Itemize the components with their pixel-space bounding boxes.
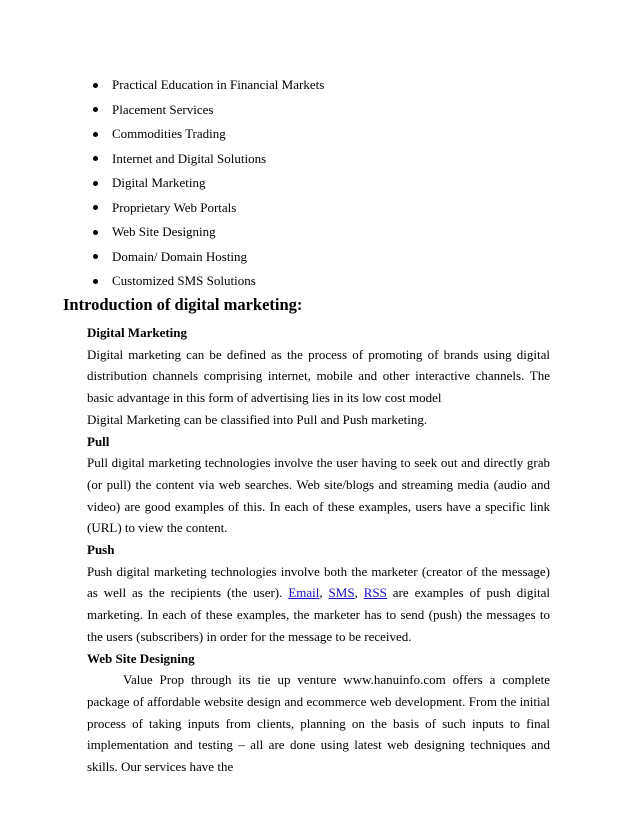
list-item bbox=[93, 122, 324, 147]
web-site-designing-paragraph: Value Prop through its tie up venture www.hanuinfo.com offers a complete package of affordable website design and ecommerce web development. From the initial process of taking inputs from clients, planning on the basis of such inputs to final implementation and testing – all are done using latest web designing techniques and skills. Our services have the bbox=[87, 672, 550, 775]
list-item bbox=[93, 73, 324, 98]
pull-paragraph: Pull digital marketing technologies involve the user having to seek out and directly grab (or pull) the content via web searches. Web site/blogs and streaming media (audio and video) are good examples of this. In each of these examples, users have a specific link (URL) to view the content. bbox=[87, 455, 550, 536]
pull-heading: Pull bbox=[87, 433, 110, 449]
list-item bbox=[93, 269, 324, 294]
list-item-text: Proprietary Web Portals bbox=[112, 199, 237, 215]
push-separator: , bbox=[354, 585, 364, 601]
list-item-text: Web Site Designing bbox=[112, 224, 216, 239]
bullet-icon bbox=[93, 107, 98, 112]
bullet-icon bbox=[93, 279, 98, 284]
email-link[interactable]: Email bbox=[288, 585, 320, 601]
digital-marketing-classification: Digital Marketing can be classified into Pull and Push marketing. bbox=[87, 411, 428, 427]
services-bullet-list bbox=[93, 73, 324, 294]
bullet-icon bbox=[93, 254, 98, 259]
bullet-icon bbox=[93, 205, 98, 210]
list-item bbox=[93, 196, 324, 221]
bullet-icon bbox=[93, 181, 98, 186]
web-site-designing-heading: Web Site Designing bbox=[87, 650, 195, 666]
bullet-icon bbox=[93, 132, 98, 137]
list-item-text: Customized SMS Solutions bbox=[112, 273, 256, 288]
sms-link[interactable]: SMS bbox=[328, 585, 355, 601]
bullet-icon bbox=[93, 230, 98, 235]
push-paragraph bbox=[87, 561, 550, 648]
list-item bbox=[93, 147, 324, 172]
list-item bbox=[93, 220, 324, 245]
push-text-after: are examples of push digital marketing. In each of these examples, the marketer has to send (push) the messages to the users (subscribers) in order for the message to be received. bbox=[87, 585, 551, 644]
push-separator: , bbox=[319, 585, 329, 601]
list-item bbox=[93, 98, 324, 123]
list-item-text: Digital Marketing bbox=[112, 175, 206, 190]
rss-link[interactable]: RSS bbox=[363, 585, 387, 601]
section-body bbox=[87, 322, 550, 778]
digital-marketing-heading: Digital Marketing bbox=[87, 325, 188, 340]
section-heading: Introduction of digital marketing: bbox=[63, 295, 303, 314]
push-text-before: Push digital marketing technologies involve both the marketer (creator of the message) as well as the recipients (the user). bbox=[87, 563, 550, 601]
list-item-text: Commodities Trading bbox=[112, 126, 226, 141]
list-item bbox=[93, 171, 324, 196]
digital-marketing-paragraph: Digital marketing can be defined as the process of promoting of brands using digital distribution channels comprising internet, mobile and other interactive channels. The basic advantage in this form of advertising lies in its low cost model bbox=[87, 346, 550, 406]
list-item-text: Internet and Digital Solutions bbox=[112, 150, 267, 166]
list-item-text: Practical Education in Financial Markets bbox=[112, 77, 325, 92]
bullet-icon bbox=[93, 156, 98, 161]
list-item bbox=[93, 245, 324, 270]
push-heading: Push bbox=[87, 542, 115, 558]
list-item-text: Placement Services bbox=[112, 101, 214, 117]
bullet-icon bbox=[93, 83, 98, 88]
list-item-text: Domain/ Domain Hosting bbox=[112, 248, 248, 264]
